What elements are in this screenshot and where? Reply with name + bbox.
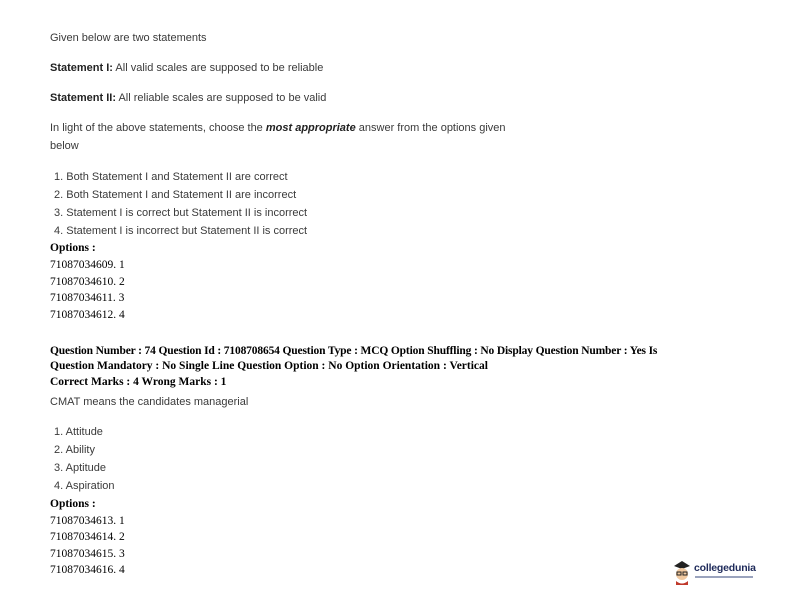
instruction-pre: In light of the above statements, choose the [50,122,266,134]
question-meta-line-2: Question Mandatory : No Single Line Question Option : No Option Orientation : Vertical [50,360,488,372]
intro-text: Given below are two statements [50,32,207,44]
choice-1: 1. Both Statement I and Statement II are correct [54,171,288,183]
question-text: CMAT means the candidates managerial [50,396,249,408]
option-id-4: 71087034612. 4 [50,309,125,321]
instruction-post: answer from the options given [355,122,506,134]
statement-1-label: Statement I: [50,62,113,74]
logo-tagline [695,576,753,578]
instruction-line-2: below [50,140,79,152]
question-meta-line-1: Question Number : 74 Question Id : 7108708654 Question Type : MCQ Option Shuffling : No Display Question Number : Yes Is [50,345,658,357]
options-label: Options : [50,242,96,254]
options-label-2: Options : [50,498,96,510]
marks-line: Correct Marks : 4 Wrong Marks : 1 [50,376,227,388]
option-id-7: 71087034615. 3 [50,548,125,560]
choice-3: 3. Statement I is correct but Statement II is incorrect [54,207,308,219]
mascot-icon [671,559,693,585]
choice-4: 4. Statement I is incorrect but Statement II is correct [54,225,308,237]
statement-2-label: Statement II: [50,92,117,104]
statement-1-text: All valid scales are supposed to be reliable [112,62,324,74]
option-id-2: 71087034610. 2 [50,276,125,288]
choice-aptitude: 3. Aptitude [54,462,106,474]
option-id-3: 71087034611. 3 [50,292,125,304]
instruction-emphasis: most appropriate [265,122,356,134]
choice-attitude: 1. Attitude [54,426,103,438]
choice-aspiration: 4. Aspiration [54,480,115,492]
statement-2 [50,92,326,104]
option-id-6: 71087034614. 2 [50,531,125,543]
option-id-5: 71087034613. 1 [50,515,125,527]
collegedunia-logo [671,559,761,585]
choice-2: 2. Both Statement I and Statement II are incorrect [54,189,297,201]
logo-wordmark: collegedunia [694,562,756,574]
option-id-8: 71087034616. 4 [50,564,125,576]
statement-1 [50,62,323,74]
instruction-line-1 [50,122,506,134]
option-id-1: 71087034609. 1 [50,259,125,271]
statement-2-text: All reliable scales are supposed to be valid [116,92,327,104]
choice-ability: 2. Ability [54,444,95,456]
